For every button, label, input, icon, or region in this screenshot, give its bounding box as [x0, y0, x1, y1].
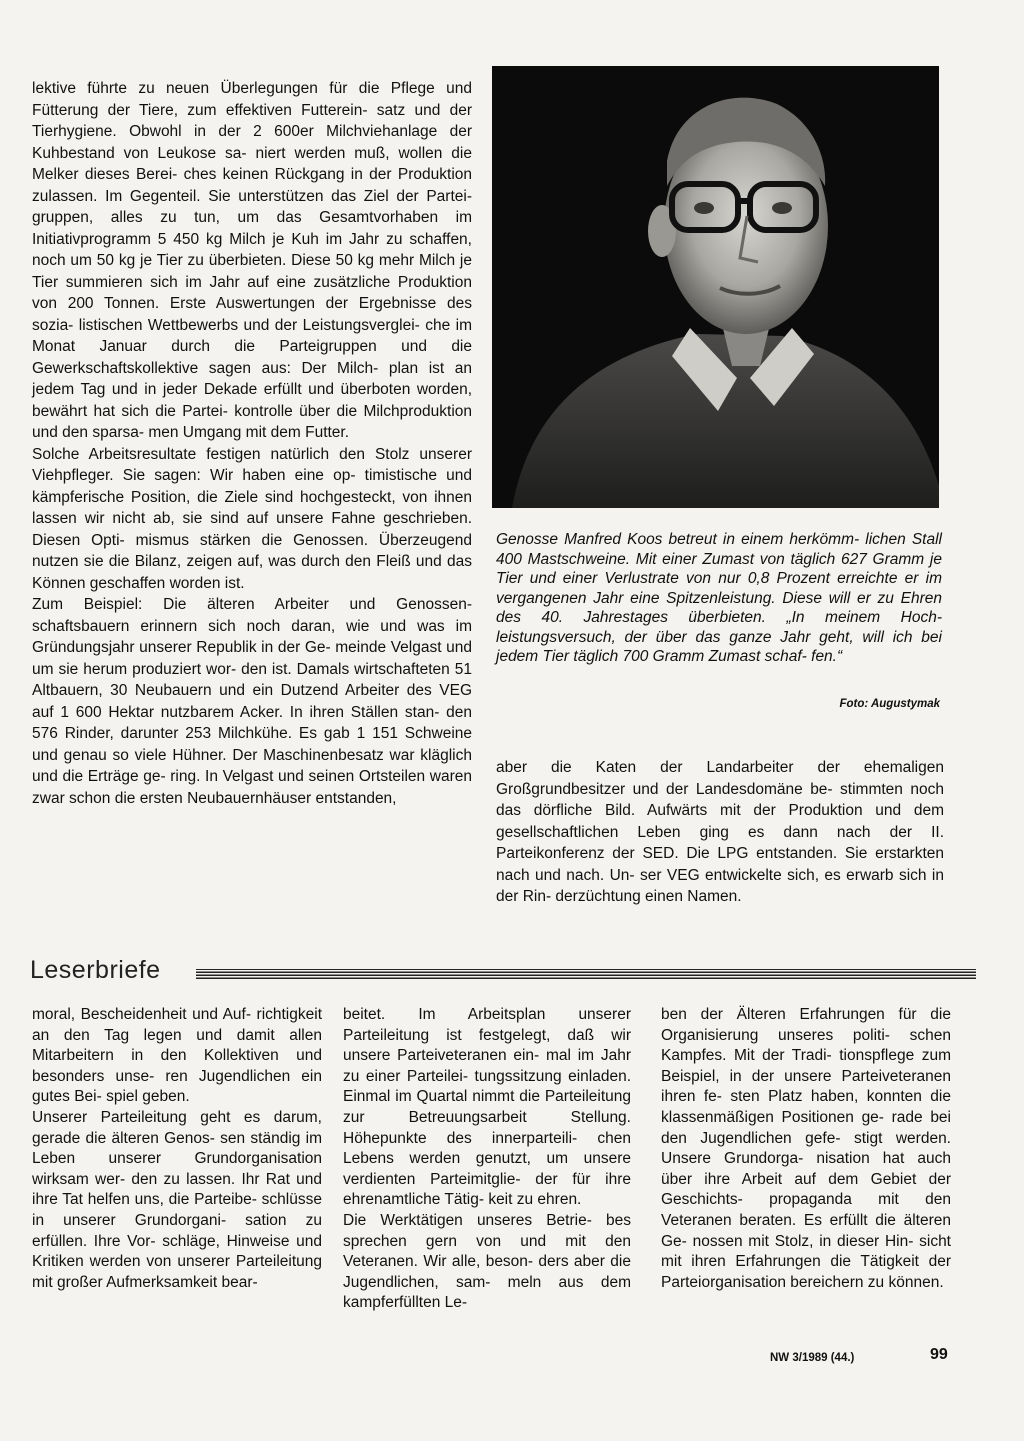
letters-column-2	[343, 1005, 631, 1314]
portrait-photo-image	[492, 66, 939, 508]
article-paragraph-2: Solche Arbeitsresultate festigen natürlich den Stolz unserer Viehpfleger. Sie sagen: Wir haben eine op- timistische und kämpferische Position, die Ziele sind hochgesteckt, von ihnen lassen wir nicht ab, sie sind auf unsere Fahne geschrieben. Diesen Opti- mismus stärken die Genossen. Überzeugend nutzen sie die Bilanz, zeigen auf, was durch den Fleiß und das Können geschaffen worden ist.	[32, 445, 472, 592]
article-column-top-left	[32, 78, 472, 809]
photo-credit: Foto: Augustymak	[839, 698, 940, 710]
photo-caption: Genosse Manfred Koos betreut in einem herkömm- lichen Stall 400 Mastschweine. Mit einer Zumast von täglich 627 Gramm je Tier und einer Verlustrate von nur 0,8 Prozent erreichte er im vergangenen Jahr eine Spitzenleistung. Diese will er zu Ehren des 40. Jahrestages überbieten. „In meinem Hoch- leistungsversuch, der über das ganze Jahr geht, will ich bei jedem Tier täglich 700 Gramm Zumast schaf- fen.“	[496, 531, 942, 665]
section-rule	[196, 969, 976, 979]
page-number: 99	[930, 1346, 948, 1363]
issue-label: NW 3/1989 (44.)	[770, 1352, 855, 1364]
letters-column-1	[32, 1005, 322, 1293]
article-paragraph-4: aber die Katen der Landarbeiter der ehemaligen Großgrundbesitzer und der Landesdomäne be- stimmten noch das dörfliche Bild. Aufwärts mit der Produktion und dem gesellschaftlichen Leben ging es dann nach der II. Parteikonferenz der SED. Die LPG entstanden. Sie erstarkten nach und nach. Un- ser VEG entwickelte sich, es erwarb sich in der Rin- derzüchtung einen Namen.	[496, 759, 944, 905]
letters-paragraph-4: Die Werktätigen unseres Betrie- bes sprechen gern von und mit den Veteranen. Wir alle, beson- ders aber die Jugendlichen, sam- meln aus dem kampferfüllten Le-	[343, 1211, 631, 1312]
article-paragraph-1: lektive führte zu neuen Überlegungen für die Pflege und Fütterung der Tiere, zum effektiven Futterein- satz und der Tierhygiene. Obwohl in der 2 600er Milchviehanlage der Kuhbestand von Leukose sa- niert werden muß, wollen die Melker dieses Berei- ches keinen Rückgang in der Produktion zulassen. Im Gegenteil. Sie unterstützen das Ziel der Partei- gruppen, alles zu tun, um das Gesamtvorhaben im Initiativprogramm 5 450 kg Milch je Kuh im Jahr zu schaffen, noch um 50 kg je Tier zu überbieten. Diese 50 kg mehr Milch je Tier summieren sich im Jahr auf eine zusätzliche Produktion von 200 Tonnen. Erste Auswertungen der Ergebnisse des sozia- listischen Wettbewerbs und der Leistungsverglei- che im Monat Januar durch die Parteigruppen und die Gewerkschaftskollektive sagen aus: Der Milch- plan ist an jedem Tag und in jeder Dekade erfüllt und überboten worden, bewährt hat sich die Partei- kontrolle über die Milchproduktion und den sparsa- men Umgang mit dem Futter.	[32, 80, 472, 441]
letters-paragraph-2: Unserer Parteileitung geht es darum, gerade die älteren Genos- sen ständig im Leben unserer Grundorganisation wirksam wer- den zu lassen. Ihr Rat und ihre Tat helfen uns, die Parteibe- schlüsse in unserer Grundorgani- sation zu erfüllen. Ihre Vor- schläge, Hinweise und Kritiken werden von unserer Parteileitung mit großer Aufmerksamkeit bear-	[32, 1108, 322, 1291]
letters-paragraph-1: moral, Bescheidenheit und Auf- richtigkeit an den Tag legen und damit allen Mitarbeitern in den Kollektiven und besonders unse- ren Jugendlichen ein gutes Bei- spiel geben.	[32, 1006, 322, 1106]
section-title: Leserbriefe	[30, 956, 161, 984]
article-paragraph-3: Zum Beispiel: Die älteren Arbeiter und Genossen- schaftsbauern erinnern sich noch daran, wie und was im Gründungsjahr unserer Republik in der Ge- meinde Velgast und um sie herum produziert wor- den ist. Damals wirtschafteten 51 Altbauern, 30 Neubauern und ein Dutzend Arbeiter des VEG auf 1 600 Hektar nutzbarem Acker. In ihren Ställen stan- den 576 Rinder, darunter 253 Milchkühe. Es gab 1 151 Schweine und genau so viele Hühner. Der Maschinenbesatz war kläglich und die Erträge ge- ring. In Velgast und seinen Ortsteilen waren zwar schon die ersten Neubauernhäuser entstanden,	[32, 596, 472, 807]
letters-column-3	[661, 1005, 951, 1293]
section-header	[30, 953, 978, 989]
letters-paragraph-5: ben der Älteren Erfahrungen für die Organisierung unseres politi- schen Kampfes. Mit der Tradi- tionspflege zum Beispiel, in der unsere Parteiveteranen ihren fe- sten Platz haben, konnten die klassenmäßigen Positionen ge- rade bei den Jugendlichen gefe- stigt werden. Unsere Grundorga- nisation hat auch über ihre Arbeit auf dem Gebiet der Geschichts- propaganda mit den Veteranen beraten. Es erfüllt die älteren Ge- nossen mit Stolz, in dieser Hin- sicht mit ihren Erfahrungen die Tätigkeit der Parteiorganisation bereichern zu können.	[661, 1006, 951, 1291]
article-column-top-right	[496, 757, 944, 908]
letters-paragraph-3: beitet. Im Arbeitsplan unserer Parteileitung ist festgelegt, daß wir unsere Parteiveteranen ein- mal im Jahr zu einer Parteilei- tungssitzung einladen. Einmal im Quartal nimmt die Parteileitung zur Betreuungsarbeit Stellung. Höhepunkte des innerparteili- chen Lebens werden genutzt, um unsere verdienten Parteimitglie- der für ihre ehrenamtliche Tätig- keit zu ehren.	[343, 1006, 631, 1209]
portrait-photo	[492, 66, 939, 508]
